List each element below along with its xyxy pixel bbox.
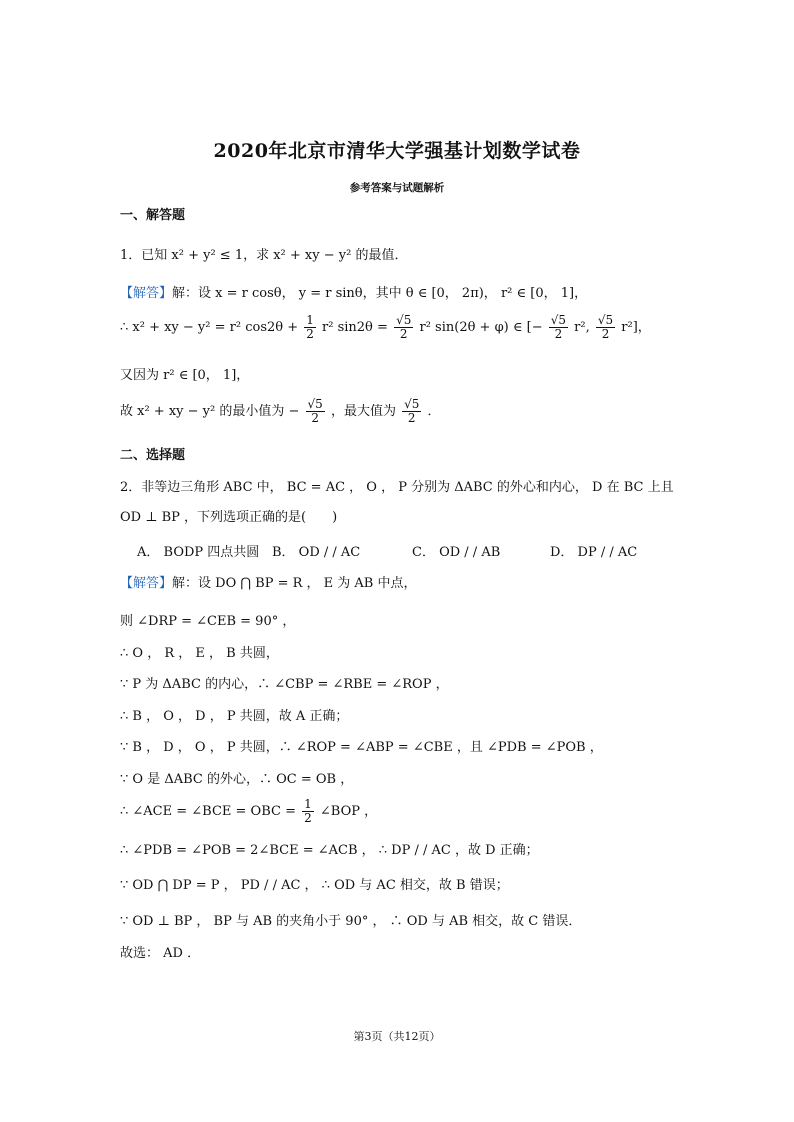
- answer-2-line-8: [120, 798, 377, 825]
- fraction-numerator: 1: [304, 797, 312, 811]
- answer-2-line-12: 故选： AD ．: [120, 946, 201, 961]
- answer-1-line-2: [120, 314, 651, 341]
- fraction-denominator: 2: [399, 327, 408, 342]
- section-heading-1: 一、解答题: [120, 208, 186, 223]
- fraction: [596, 314, 615, 341]
- answer-1-line-4: [120, 398, 441, 425]
- formula-part: ∴ x² + xy − y² = r² cos2θ +: [120, 320, 299, 336]
- fraction: [549, 314, 568, 341]
- answer-2-line-11: ∵ OD ⊥ BP ， BP 与 AB 的夹角小于 90° ， ∴ OD 与 AB 相交，故 C 错误．: [120, 914, 582, 929]
- fraction-denominator: 2: [407, 411, 416, 426]
- fraction: [402, 398, 421, 425]
- question-1-stem: 1．已知 x² + y² ≤ 1，求 x² + xy − y² 的最值．: [120, 248, 408, 263]
- fraction-numerator: √5: [404, 397, 420, 411]
- fraction: [306, 398, 325, 425]
- answer-2-line-6: ∵ B ， D ， O ， P 共圆，∴ ∠ROP = ∠ABP = ∠CBE ，且 ∠PDB = ∠POB ，: [120, 740, 603, 755]
- fraction-denominator: 2: [304, 811, 312, 826]
- answer-2-line-10: ∵ OD ⋂ DP = P ， PD / / AC ， ∴ OD 与 AC 相交，故 B 错误；: [120, 878, 509, 893]
- fraction: [302, 798, 314, 825]
- option-c: C． OD / / AB: [412, 545, 501, 560]
- formula-part: r²,: [574, 320, 590, 336]
- section-heading-2: 二、选择题: [120, 448, 186, 463]
- answer-2-line-4: ∵ P 为 ΔABC 的内心，∴ ∠CBP = ∠RBE = ∠ROP ，: [120, 677, 449, 692]
- fraction: [304, 314, 316, 341]
- question-2-stem-2: OD ⊥ BP ，下列选项正确的是( ): [120, 510, 338, 525]
- fraction-denominator: 2: [311, 411, 319, 426]
- formula-part: ∠BOP ，: [319, 804, 378, 820]
- formula-part: r² sin(2θ + φ) ∈ [−: [419, 320, 543, 336]
- formula-part: r²]，: [621, 320, 651, 336]
- page-subtitle: 参考答案与试题解析: [349, 182, 445, 194]
- fraction-numerator: √5: [550, 313, 567, 327]
- fraction-denominator: 2: [306, 327, 314, 342]
- answer-1-line-3: 又因为 r² ∈ [0， 1]，: [120, 368, 250, 383]
- fraction-denominator: 2: [554, 327, 563, 342]
- page-footer: 第3页（共12页）: [353, 1030, 441, 1043]
- fraction-numerator: √5: [307, 397, 323, 411]
- fraction-denominator: 2: [601, 327, 610, 342]
- answer-tag: 【解答】: [120, 576, 173, 591]
- answer-2-line-5: ∴ B ， O ， D ， P 共圆，故 A 正确；: [120, 709, 349, 724]
- answer-1-line-1: [120, 286, 587, 302]
- fraction-numerator: √5: [597, 313, 614, 327]
- question-2-stem-1: 2．非等边三角形 ABC 中， BC = AC ， O ， P 分别为 ΔABC 的外心和内心， D 在 BC 上且: [120, 480, 674, 495]
- option-d: D． DP / / AC: [550, 545, 638, 560]
- answer-2-line-7: ∵ O 是 ΔABC 的外心，∴ OC = OB ，: [120, 772, 354, 787]
- option-a: A． BODP 四点共圆: [137, 545, 260, 560]
- fraction-numerator: 1: [306, 313, 314, 327]
- formula-part: ∴ ∠ACE = ∠BCE = OBC =: [120, 804, 296, 820]
- answer-2-line-3: ∴ O ， R ， E ， B 共圆，: [120, 646, 279, 661]
- answer-1-text-1: 解：设 x = r cosθ， y = r sinθ，其中 θ ∈ [0， 2π)， r² ∈ [0， 1]，: [172, 286, 588, 301]
- fraction: [394, 314, 413, 341]
- formula-part: 故 x² + xy − y² 的最小值为 −: [120, 404, 300, 420]
- fraction-numerator: √5: [396, 313, 412, 327]
- formula-part: r² sin2θ =: [322, 320, 388, 336]
- formula-part: ．: [427, 404, 441, 420]
- answer-2-line-9: ∴ ∠PDB = ∠POB = 2∠BCE = ∠ACB ， ∴ DP / / AC ，故 D 正确；: [120, 843, 539, 858]
- formula-part: ，最大值为: [330, 404, 396, 420]
- option-b: B． OD / / AC: [272, 545, 361, 560]
- answer-2-line-2: 则 ∠DRP = ∠CEB = 90° ，: [120, 614, 296, 629]
- page-title: 2020年北京市清华大学强基计划数学试卷: [213, 140, 581, 162]
- answer-2-text-1: 解：设 DO ⋂ BP = R ， E 为 AB 中点，: [172, 576, 417, 591]
- answer-2-line-1: [120, 576, 417, 592]
- answer-tag: 【解答】: [120, 286, 173, 301]
